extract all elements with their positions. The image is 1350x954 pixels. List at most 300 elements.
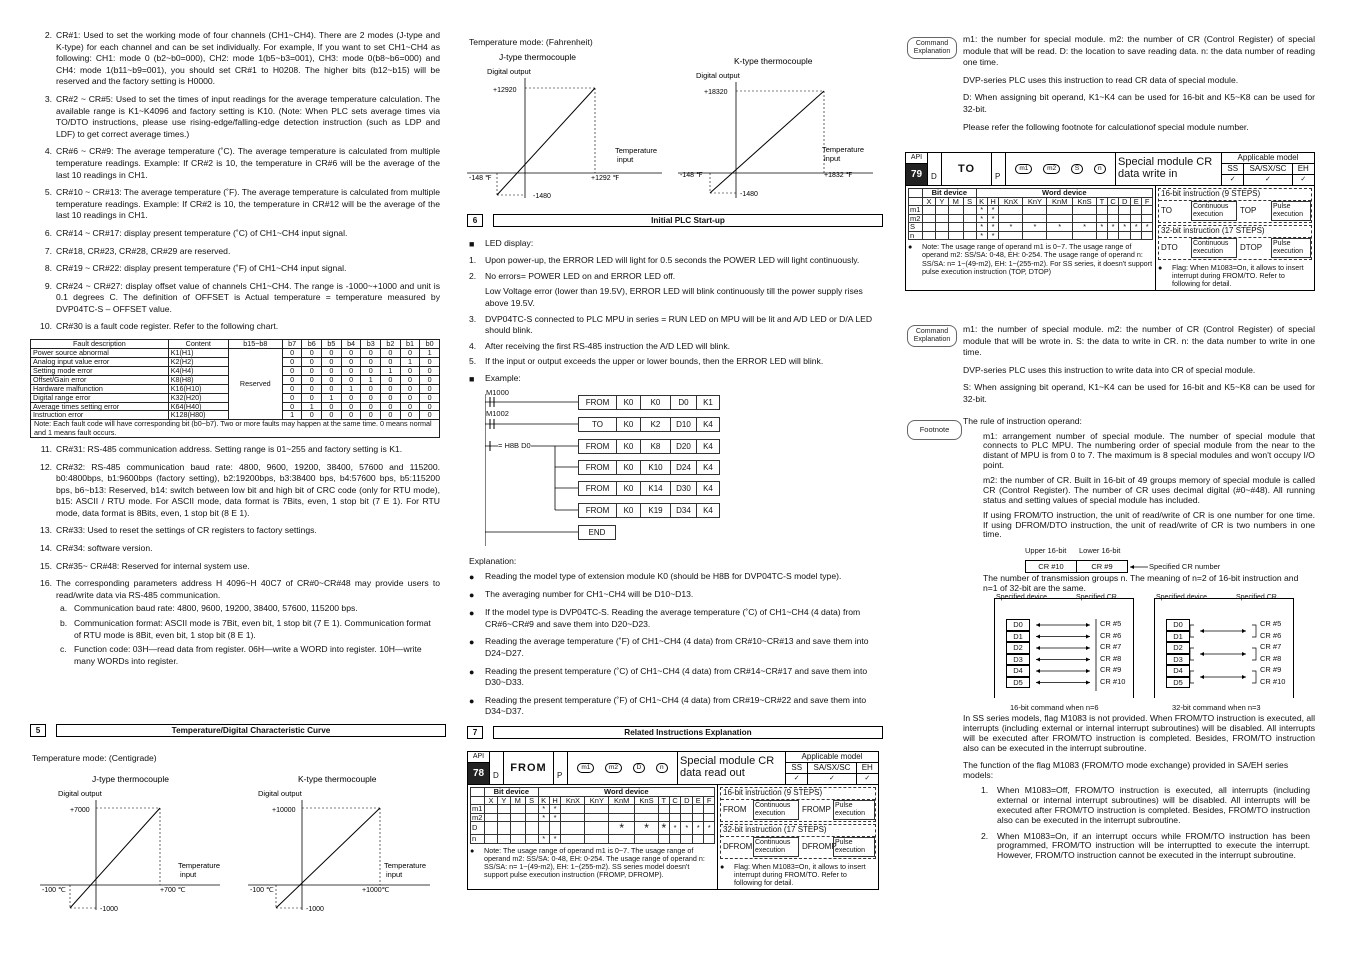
cr-label: CR #10 xyxy=(1100,676,1126,686)
table-cell xyxy=(485,822,498,835)
table-cell xyxy=(935,231,948,240)
column-header: Y xyxy=(935,197,948,206)
fault-note: Note: Each fault code will have corresponding bit (b0~b7). Two or more faults may happen at the same time. 0 means normal and 1 means fault occurs. xyxy=(30,420,440,438)
operand-pill: n xyxy=(1094,164,1106,175)
table-cell: * xyxy=(976,231,987,240)
table-cell: * xyxy=(549,835,561,844)
specified-device-label: Specified device xyxy=(1156,594,1207,601)
para: Please refer the following footnote for calculationof special module number. xyxy=(963,121,1249,132)
table-cell xyxy=(963,214,976,223)
x-min: -148 ℉ xyxy=(680,172,703,179)
item-number: 7. xyxy=(44,245,52,256)
ladder-operand: D0 xyxy=(670,395,696,410)
flag-item xyxy=(975,832,1310,862)
item-text: CR#2 ~ CR#5: Used to set the times of input readings for the average temperature calculation. The available range is K1~K4096 and factory setting is K10. (Note: When PLC sets average times via TO/DTO instructions, please use rising-edge/falling-edge detection instruction (such as LDP and LDF) to get correct average times.) xyxy=(56,93,440,139)
table-cell: K1(H1) xyxy=(168,348,228,357)
ladder-operand: K10 xyxy=(640,460,670,475)
flag-note: ● Flag: When M1083=On, it allows to insert interrupt during FROM/TO. Refer to following for detail. xyxy=(720,861,866,888)
steps-32bit xyxy=(1158,225,1312,260)
section-5-header xyxy=(30,724,446,737)
cr10-cell: CR #10 xyxy=(1025,560,1077,573)
x-max: +1000℃ xyxy=(362,887,390,894)
model-name: SS xyxy=(1222,164,1244,174)
table-cell: 0 xyxy=(420,402,440,411)
steps-section xyxy=(1156,186,1314,290)
operand-pill: m2 xyxy=(1043,164,1060,175)
y-label: Digital output xyxy=(487,67,531,76)
table-cell: 1 xyxy=(381,366,401,375)
table-cell: 0 xyxy=(282,402,302,411)
item-text: CR#30 is a fault code register. Refer to the following chart. xyxy=(56,321,279,332)
steps-label: 32-bit instruction (17 STEPS) xyxy=(1159,226,1311,238)
command-explanation-tag: Command Explanation xyxy=(907,37,957,59)
column-header: b1 xyxy=(400,340,420,349)
para: DVP-series PLC uses this instruction to read CR data of special module. xyxy=(963,74,1239,85)
table-cell: 0 xyxy=(302,375,322,384)
section-number: 5 xyxy=(30,724,46,737)
transfer-arrows xyxy=(1006,613,1136,695)
led-heading: ■ LED display: xyxy=(469,238,534,249)
cr-label: CR #8 xyxy=(1260,653,1282,663)
table-cell xyxy=(561,813,585,822)
table-cell xyxy=(963,231,976,240)
list-item xyxy=(30,187,440,222)
continuous-label: Continuous execution xyxy=(1191,201,1237,221)
row-label: n xyxy=(471,835,485,844)
footnote xyxy=(963,416,1315,540)
item-text: Function code: 03H—read data from register. 06H—write a WORD into register. 10H—write many WORDs into register. xyxy=(74,644,422,666)
table-cell xyxy=(948,223,963,232)
x-label-2: input xyxy=(386,870,403,879)
column-header: D xyxy=(1119,197,1131,206)
table-cell xyxy=(948,206,963,215)
table-cell: * xyxy=(549,813,561,822)
x-label: Temperature xyxy=(615,146,658,155)
cr-label: CR #5 xyxy=(1100,619,1122,628)
table-cell xyxy=(635,835,659,844)
cr-label: CR #6 xyxy=(1100,630,1122,640)
table-cell: 0 xyxy=(400,375,420,384)
item-letter: c. xyxy=(60,644,67,655)
ladder-operand: D10 xyxy=(670,417,696,432)
table-cell: 0 xyxy=(381,384,401,393)
table-cell: 1 xyxy=(400,357,420,366)
table-cell xyxy=(948,214,963,223)
ladder-operand: K2 xyxy=(640,417,670,432)
x-min: -100 ℃ xyxy=(42,887,66,894)
table-cell xyxy=(693,835,704,844)
item-text: CR#14 ~ CR#17: display present temperature (˚C) of CH1~CH4 input signal. xyxy=(56,227,348,238)
d-flag: D xyxy=(490,752,504,784)
ladder-operand: K4 xyxy=(696,481,720,496)
device-cell: D5 xyxy=(1006,677,1030,689)
table-cell: * xyxy=(1131,223,1142,232)
operand-table xyxy=(470,787,715,844)
cr-label: CR #7 xyxy=(1260,642,1282,651)
cr-label: CR #7 xyxy=(1100,642,1122,651)
item-text: CR#19 ~ CR#22: display present temperature (˚F) of CH1~CH4 input signal. xyxy=(56,263,347,274)
explanation-item xyxy=(469,695,881,718)
table-cell: 0 xyxy=(302,384,322,393)
api-78-box xyxy=(467,751,879,890)
operand-pill: S xyxy=(1071,164,1083,175)
table-cell xyxy=(948,231,963,240)
table-cell: * xyxy=(987,206,999,215)
device-cell: D0 xyxy=(1006,619,1030,631)
table-cell: 0 xyxy=(381,348,401,357)
list-item xyxy=(30,525,440,537)
operands xyxy=(568,752,678,784)
table-cell: 0 xyxy=(381,402,401,411)
pulse-label: Pulse execution xyxy=(1271,238,1311,258)
api-header xyxy=(905,152,1315,186)
ladder-operand: TO xyxy=(578,417,616,432)
table-cell: 0 xyxy=(400,384,420,393)
operand-table xyxy=(908,188,1153,240)
bullet-icon: ● xyxy=(469,590,475,601)
item-text: Reading the present temperature (˚C) of CH1~CH4 (4 data) from CR#14~CR#17 and save them into D30~D33. xyxy=(485,665,868,688)
table-cell: * xyxy=(693,822,704,835)
table-cell xyxy=(538,822,549,835)
lower-16bit-label: Lower 16-bit xyxy=(1079,546,1121,555)
operand-pill: n xyxy=(656,763,668,774)
table-cell: * xyxy=(609,822,635,835)
specified-cr-label: Specified CR number xyxy=(1149,562,1221,571)
device-cell: D1 xyxy=(1166,631,1190,643)
list-item xyxy=(30,94,440,140)
table-cell: 0 xyxy=(420,375,440,384)
table-cell xyxy=(999,206,1023,215)
ladder-operand: D30 xyxy=(670,481,696,496)
section-7-header xyxy=(467,726,883,739)
led-item xyxy=(469,356,883,368)
table-cell: Average times setting error xyxy=(31,402,169,411)
item-number: 13. xyxy=(40,525,52,536)
table-cell: Hardware malfunction xyxy=(31,384,169,393)
ladder-operand: K4 xyxy=(696,460,720,475)
cr-description-list-2 xyxy=(30,444,440,602)
y-min: -1000 xyxy=(306,906,324,913)
cr9-cell: CR #9 xyxy=(1076,560,1128,573)
item-number: 10. xyxy=(40,321,52,332)
item-text: CR#6 ~ CR#9: The average temperature (˚C). The average temperature is calculated from multiple temperature readings. Example: If CR#2 is 10, the temperature in CR#6 will be the average of the last 10 readings in CH1. xyxy=(56,146,440,180)
table-cell: * xyxy=(999,223,1023,232)
column-header: b4 xyxy=(341,340,361,349)
list-item xyxy=(30,146,440,181)
instruction-name: TO xyxy=(1161,205,1172,215)
table-row xyxy=(471,835,715,844)
cr-label: CR #8 xyxy=(1100,653,1122,663)
column-header: H xyxy=(549,796,561,805)
operands xyxy=(1006,153,1116,185)
table-cell xyxy=(1142,231,1153,240)
check-icon: ✓ xyxy=(1244,175,1292,185)
table-cell xyxy=(999,231,1023,240)
table-cell: 0 xyxy=(361,366,381,375)
pulse-instruction-name: FROMP xyxy=(802,804,831,814)
table-cell xyxy=(1047,206,1073,215)
table-cell: 0 xyxy=(381,393,401,402)
table-cell xyxy=(693,805,704,814)
table-cell: 1 xyxy=(361,375,381,384)
bullet-icon: ● xyxy=(470,845,475,855)
table-cell: * xyxy=(549,805,561,814)
column-header: b5 xyxy=(322,340,342,349)
steps-label: 16-bit instruction (9 STEPS) xyxy=(721,788,875,800)
ladder-operand: K0 xyxy=(616,460,640,475)
curve xyxy=(70,808,160,908)
para: DVP-series PLC uses this instruction to write data into CR of special module. xyxy=(963,364,1256,375)
graph-f-jtype xyxy=(467,48,672,208)
x-min: -148 ℉ xyxy=(469,175,492,182)
table-cell: * xyxy=(681,822,693,835)
table-cell xyxy=(497,813,510,822)
table-cell: 0 xyxy=(361,348,381,357)
ladder-operand: K0 xyxy=(616,395,640,410)
api-79-box xyxy=(905,152,1315,291)
table-cell: K32(H20) xyxy=(168,393,228,402)
table-cell: * xyxy=(987,231,999,240)
section-number: 7 xyxy=(467,726,483,739)
column-header: S xyxy=(525,796,538,805)
table-cell xyxy=(923,214,936,223)
api-body xyxy=(905,186,1315,291)
table-cell: * xyxy=(538,805,549,814)
bullet-icon: ● xyxy=(908,242,913,251)
table-cell xyxy=(561,805,585,814)
ladder-operand: D24 xyxy=(670,460,696,475)
from-explanation xyxy=(963,34,1315,139)
footnote-tag: Footnote xyxy=(907,420,962,440)
list-item xyxy=(30,578,440,601)
device-cell: D0 xyxy=(1166,619,1190,631)
table-cell xyxy=(485,835,498,844)
list-item xyxy=(30,543,440,555)
led-item xyxy=(469,314,883,337)
ladder-operand: FROM xyxy=(578,503,616,518)
column-header: K xyxy=(538,796,549,805)
table-cell xyxy=(561,835,585,844)
column-header: M xyxy=(510,796,525,805)
table-cell: 0 xyxy=(361,411,381,420)
footnote-m2: m2: the number of CR. Built in 16-bit of 49 groups memory of special module is called CR (Control Register). The number of CR uses decimal digital (#0~#48). All running status and setting values of special module has included. xyxy=(983,475,1315,505)
section-title: Initial PLC Start-up xyxy=(493,214,883,227)
bullet-icon: ● xyxy=(469,695,475,706)
table-cell: K128(H80) xyxy=(168,411,228,420)
sub-item xyxy=(56,603,440,615)
table-cell xyxy=(609,835,635,844)
table-cell xyxy=(1047,231,1073,240)
table-cell: 0 xyxy=(302,348,322,357)
table-cell xyxy=(1097,206,1108,215)
column-header: b3 xyxy=(361,340,381,349)
instruction-name: DTO xyxy=(1161,242,1178,252)
device-cell: D2 xyxy=(1006,642,1030,654)
table-cell xyxy=(659,805,670,814)
item-text: When M1083=On, if an interrupt occurs while FROM/TO instruction has been programmed, FROM/TO instruction will be interruptted to execute the interrupt. However, FROM/TO instruction cannot be executed in the interrupt subroutine. xyxy=(997,830,1310,861)
y-max: +7000 xyxy=(70,807,90,814)
table-cell: * xyxy=(538,835,549,844)
ladder-diagram xyxy=(485,388,725,546)
ladder-operand: K8 xyxy=(640,439,670,454)
pulse-instruction-name: TOP xyxy=(1240,205,1257,215)
table-cell: * xyxy=(976,206,987,215)
column-header: KnM xyxy=(609,796,635,805)
column-header: Content xyxy=(168,340,228,349)
m1083-function: The function of the flag M1083 (FROM/TO mode exchange) provided in SA/EH series models: xyxy=(963,760,1289,780)
y-min: -1000 xyxy=(100,906,118,913)
table-cell xyxy=(704,813,715,822)
operand-section xyxy=(468,785,718,889)
table-cell xyxy=(525,813,538,822)
word-device-header: Word device xyxy=(976,189,1152,198)
para: D: When assigning bit operand, K1~K4 can be used for 16-bit and K5~K8 can be used for 32-bit. xyxy=(963,92,1315,114)
item-number: 12. xyxy=(40,461,52,472)
table-cell: 0 xyxy=(400,348,420,357)
instruction-name: DFROM xyxy=(723,841,753,851)
table-cell xyxy=(693,813,704,822)
table-cell: Analog input value error xyxy=(31,357,169,366)
column-header: KnX xyxy=(561,796,585,805)
item-text: CR#33: Used to reset the settings of CR registers to factory settings. xyxy=(56,525,317,536)
row-label: m2 xyxy=(909,214,923,223)
table-cell: 0 xyxy=(341,393,361,402)
model-name: EH xyxy=(1297,164,1309,173)
item-text: Reading the average temperature (˚F) of CH1~CH4 (4 data) from CR#10~CR#13 and save them into D24~D27. xyxy=(485,636,869,659)
ladder-operand: K14 xyxy=(640,481,670,496)
y-max: +10000 xyxy=(272,807,296,814)
api-body xyxy=(467,785,879,890)
fault-code-table xyxy=(30,339,440,420)
graph-c-jtype xyxy=(30,770,230,920)
table-cell: 0 xyxy=(400,402,420,411)
item-text: CR#34: software version. xyxy=(56,543,153,554)
check-icon: ✓ xyxy=(808,774,856,784)
bullet-icon: ● xyxy=(720,861,725,871)
device-cell: D5 xyxy=(1166,677,1190,689)
specified-cr-label: Specified CR xyxy=(1236,594,1277,601)
table-cell xyxy=(1119,231,1131,240)
continuous-label: Continuous execution xyxy=(753,837,799,857)
ladder-operand: K1 xyxy=(696,395,720,410)
operand-pill: D xyxy=(633,763,646,774)
column-header: KnS xyxy=(1073,197,1097,206)
transfer-arrows xyxy=(1166,613,1296,695)
row-label: m1 xyxy=(909,206,923,215)
table-cell: 1 xyxy=(302,402,322,411)
ladder-operand: K0 xyxy=(616,481,640,496)
table-cell xyxy=(485,813,498,822)
transfer-diagrams xyxy=(990,593,1315,713)
device-cell: D1 xyxy=(1006,631,1030,643)
table-cell: 0 xyxy=(381,375,401,384)
mnemonic: FROM xyxy=(504,752,554,784)
model-name: SA/SX/SC xyxy=(1244,164,1292,174)
item-number: 2. xyxy=(469,270,477,281)
section-title: Related Instructions Explanation xyxy=(493,726,883,739)
contact-m1000: M1000 xyxy=(486,388,509,397)
explanation-heading: Explanation: xyxy=(469,556,517,566)
applicable-models: Applicable model SS SA/SX/SC EH ✓ ✓ ✓ xyxy=(1222,153,1314,185)
device-cell: D4 xyxy=(1166,665,1190,677)
table-cell: 0 xyxy=(322,402,342,411)
column-header: KnX xyxy=(999,197,1023,206)
d-flag: D xyxy=(928,153,942,185)
table-cell xyxy=(510,822,525,835)
table-cell xyxy=(609,805,635,814)
table-cell xyxy=(1023,206,1047,215)
para: S: When assigning bit operand, K1~K4 can be used for 16-bit and K5~K8 can be used for 32-bit. xyxy=(963,382,1315,404)
item-number: 3. xyxy=(44,93,52,104)
table-cell: 0 xyxy=(282,375,302,384)
table-cell xyxy=(1131,206,1142,215)
table-cell: * xyxy=(1107,223,1119,232)
explanation-item xyxy=(469,589,881,601)
flag-item xyxy=(975,786,1310,826)
graph-title: K-type thermocouple xyxy=(298,774,377,784)
check-icon: ✓ xyxy=(1222,175,1244,185)
graph-f-ktype xyxy=(678,48,883,208)
column-header: Y xyxy=(497,796,510,805)
list-item xyxy=(30,561,440,573)
table-cell: 0 xyxy=(341,402,361,411)
pulse-label: Pulse execution xyxy=(1271,201,1311,221)
column-header: M xyxy=(948,197,963,206)
list-item xyxy=(30,444,440,456)
example-heading: ■ Example: xyxy=(469,373,521,384)
item-number: 3. xyxy=(469,313,477,324)
table-cell: Power source abnormal xyxy=(31,348,169,357)
footnote-fromto: If using FROM/TO instruction, the unit of read/write of CR is one number for one time. If using DFROM/DTO instruction, the unit of read/write of CR is two numbers in one time. xyxy=(983,509,1315,540)
row-label: S xyxy=(909,223,923,232)
table-cell: 0 xyxy=(361,357,381,366)
column-header: S xyxy=(963,197,976,206)
column-header: KnS xyxy=(635,796,659,805)
pulse-instruction-name: DTOP xyxy=(1240,242,1263,252)
table-cell: 0 xyxy=(400,366,420,375)
item-text: Reading the model type of extension module K0 (should be H8B for DVP04TC-S model type). xyxy=(485,571,842,581)
table-cell: 0 xyxy=(282,357,302,366)
list-item xyxy=(30,246,440,258)
operand-pill: m1 xyxy=(577,763,594,774)
item-text: CR#18, CR#23, CR#28, CR#29 are reserved. xyxy=(56,245,231,256)
steps-16bit xyxy=(720,787,876,822)
column-header: E xyxy=(1131,197,1142,206)
table-cell xyxy=(585,835,609,844)
steps-section xyxy=(718,785,878,889)
operand-pill: m2 xyxy=(605,763,622,774)
led-item xyxy=(469,341,883,353)
table-cell: * xyxy=(1047,223,1073,232)
table-cell: K16(H10) xyxy=(168,384,228,393)
table-cell: 0 xyxy=(341,366,361,375)
table-cell: Instruction error xyxy=(31,411,169,420)
list-item xyxy=(30,30,440,88)
steps-label: 16-bit instruction (9 STEPS) xyxy=(1159,189,1311,201)
item-text: No errors= POWER LED on and ERROR LED off. xyxy=(485,270,676,281)
ladder-operand: K0 xyxy=(616,503,640,518)
api-number: API 79 xyxy=(906,153,928,185)
table-cell xyxy=(963,206,976,215)
table-cell xyxy=(497,822,510,835)
row-label: m2 xyxy=(471,813,485,822)
table-row xyxy=(909,231,1153,240)
explanation-item xyxy=(469,607,881,630)
x-label-2: input xyxy=(180,870,197,879)
table-cell: 0 xyxy=(400,393,420,402)
ladder-operand: K0 xyxy=(616,439,640,454)
x-label: Temperature xyxy=(178,861,221,870)
